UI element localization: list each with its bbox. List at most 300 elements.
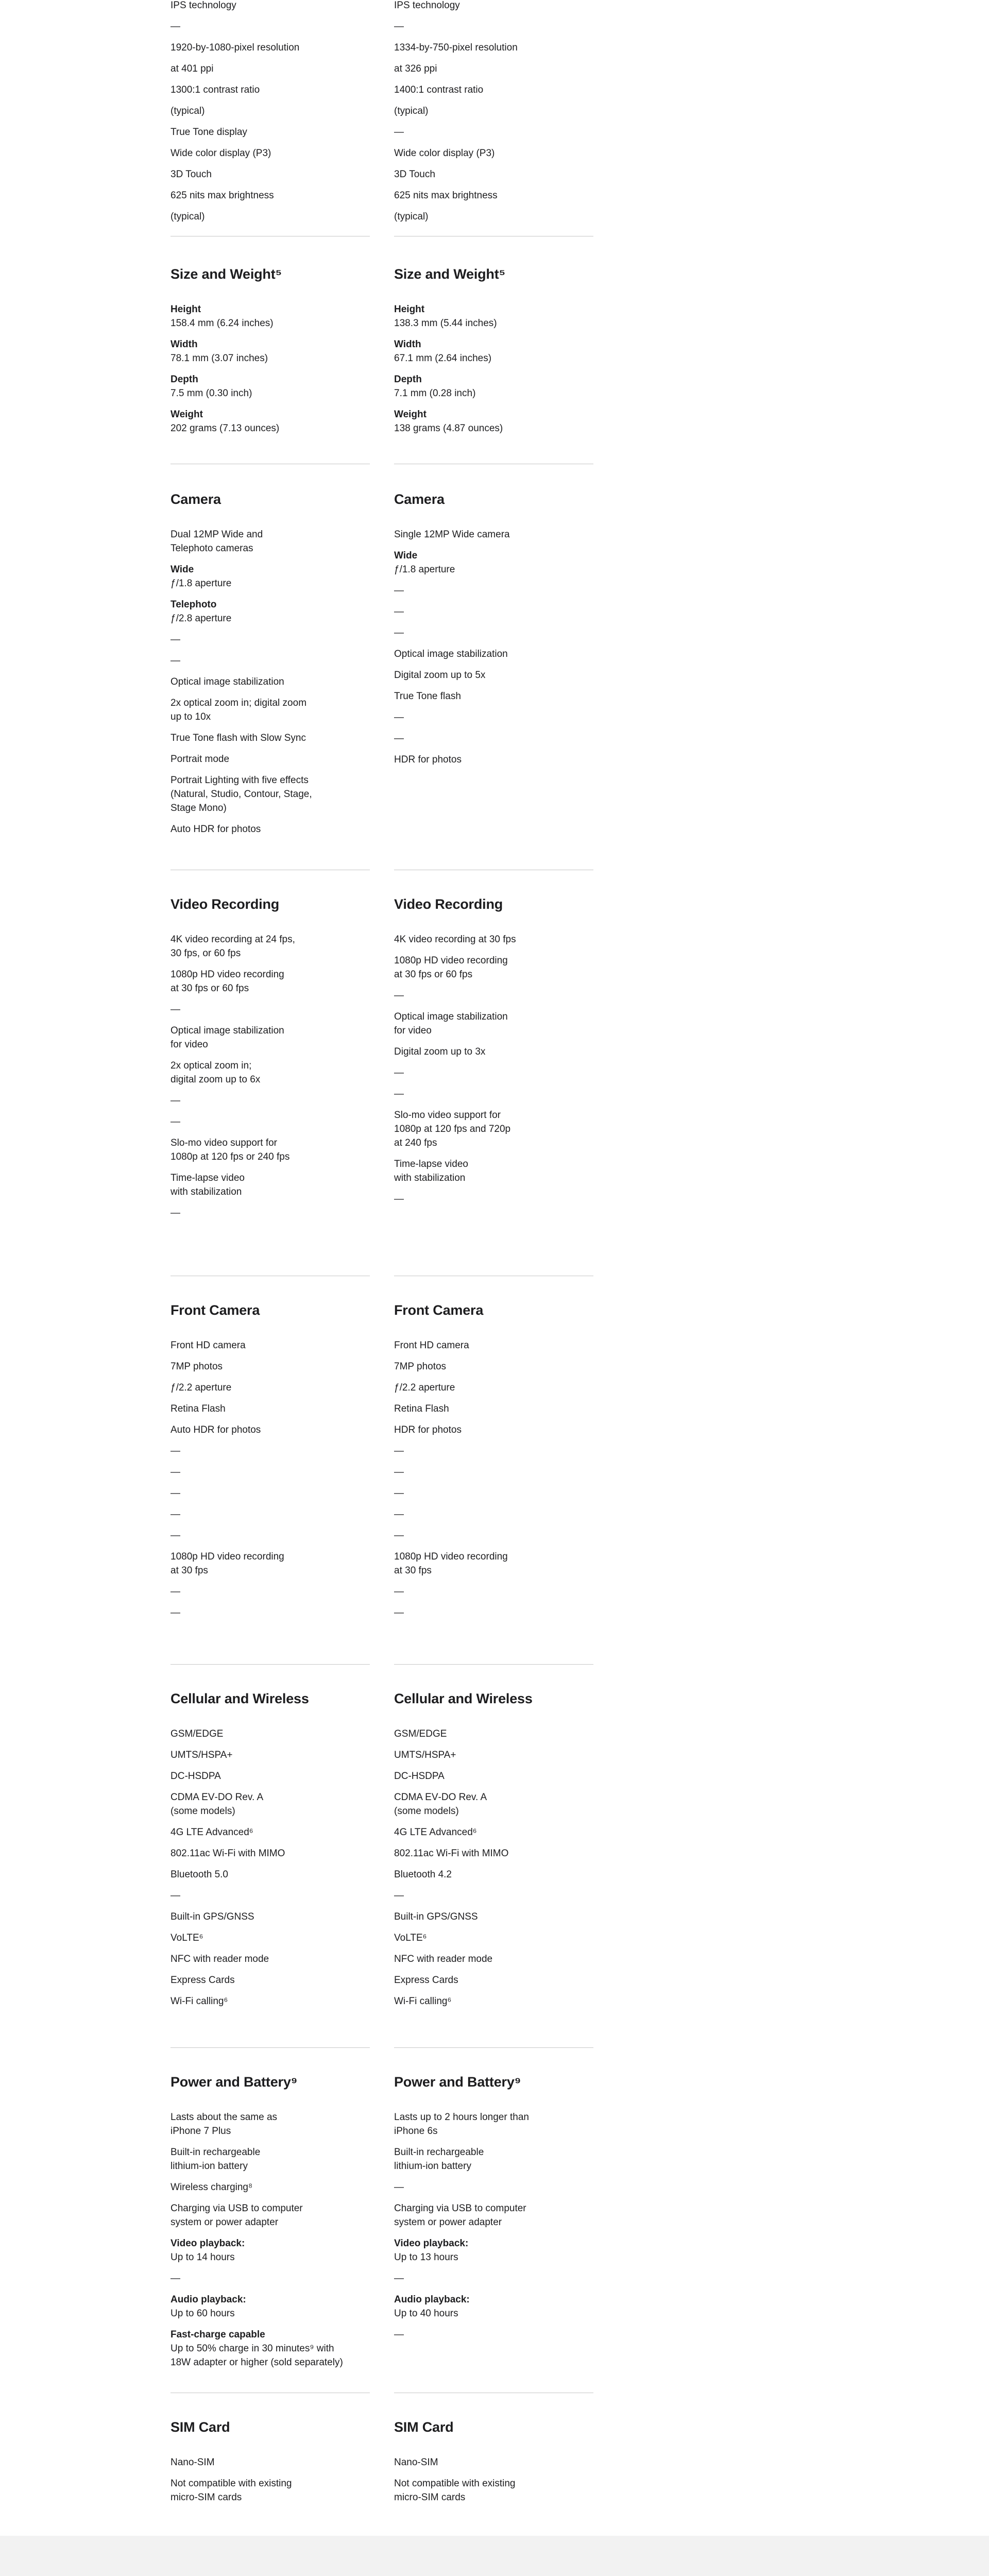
spec-item: [394, 1550, 595, 1578]
spec-item: [170, 2477, 371, 2504]
spec-value: Auto HDR for photos: [170, 1425, 261, 1435]
spec-value: Nano‑SIM: [170, 2457, 215, 2468]
spec-item: [394, 1444, 595, 1458]
spec-value: Time‑lapse video with stabilization: [394, 1159, 468, 1183]
spec-item: [170, 1748, 371, 1762]
spec-dash: —: [394, 1488, 404, 1499]
spec-dash: —: [170, 1467, 180, 1478]
spec-dash: —: [394, 127, 404, 138]
spec-dash: —: [394, 585, 404, 596]
spec-dash: —: [394, 2329, 404, 2340]
spec-item: [394, 408, 595, 435]
spec-value: at 326 ppi: [394, 63, 437, 74]
spec-value: True Tone flash: [394, 691, 461, 702]
spec-value: Not compatible with existing micro‑SIM cards: [170, 2478, 292, 2503]
right-column: [394, 2073, 595, 2349]
spec-dash: —: [170, 1095, 180, 1106]
spec-item: [394, 1973, 595, 1987]
spec-value: ƒ/1.8 aperture: [170, 578, 232, 589]
spec-item: [394, 62, 595, 76]
spec-value: 1920-by-1080-pixel resolution: [170, 42, 300, 53]
spec-item: [170, 773, 371, 815]
spec-value: Built‑in GPS/GNSS: [170, 1911, 254, 1922]
spec-item: [170, 62, 371, 76]
spec-value: Lasts about the same as iPhone 7 Plus: [170, 2112, 278, 2137]
spec-item: [394, 1846, 595, 1860]
section-divider: [170, 1664, 370, 1665]
spec-dash: —: [394, 990, 404, 1001]
spec-value: Wide color display (P3): [394, 148, 495, 159]
spec-item: [394, 104, 595, 118]
spec-item: [394, 668, 595, 682]
section-title: Camera: [394, 492, 445, 507]
spec-item: [170, 1115, 371, 1129]
spec-value: Up to 60 hours: [170, 2308, 235, 2319]
spec-value: ƒ/2.8 aperture: [170, 613, 232, 624]
section-title: Power and Battery⁹: [394, 2074, 521, 2090]
spec-item: [170, 1136, 371, 1164]
spec-item: [394, 1087, 595, 1101]
section-title: SIM Card: [170, 2419, 230, 2435]
spec-item: [170, 1024, 371, 1052]
spec-value: (typical): [394, 211, 429, 222]
spec-value: NFC with reader mode: [394, 1954, 493, 1964]
spec-item: [394, 933, 595, 946]
spec-value: 202 grams (7.13 ounces): [170, 423, 280, 434]
spec-item: [394, 732, 595, 745]
spec-item: [394, 1381, 595, 1395]
spec-item: [394, 1338, 595, 1352]
spec-item: [394, 1748, 595, 1762]
section-title: Size and Weight⁵: [394, 266, 506, 282]
spec-item: [170, 654, 371, 668]
spec-value: 2x optical zoom in; digital zoom up to 6x: [170, 1060, 261, 1085]
spec-value: UMTS/HSPA+: [394, 1750, 456, 1760]
spec-item: [394, 1192, 595, 1206]
spec-item: [394, 1769, 595, 1783]
spec-item: [170, 189, 371, 202]
section-title: Front Camera: [394, 1302, 484, 1318]
spec-item: [394, 2477, 595, 2504]
spec-value: 7MP photos: [394, 1361, 447, 1372]
section-title: Power and Battery⁹: [170, 2074, 298, 2090]
spec-item: [170, 1003, 371, 1016]
spec-dash: —: [394, 628, 404, 638]
spec-value: Nano‑SIM: [394, 2457, 438, 2468]
spec-label: Width: [394, 339, 421, 350]
spec-item: [170, 1846, 371, 1860]
spec-value: 625 nits max brightness: [170, 190, 274, 201]
spec-item: [394, 710, 595, 724]
left-column: [170, 1690, 371, 2015]
spec-value: Digital zoom up to 3x: [394, 1046, 486, 1057]
spec-label: Audio playback:: [170, 2294, 246, 2305]
spec-item: [170, 696, 371, 724]
spec-dash: —: [170, 1488, 180, 1499]
spec-value: 4K video recording at 24 fps, 30 fps, or 60 fps: [170, 934, 295, 959]
spec-dash: —: [394, 1530, 404, 1541]
spec-value: Up to 14 hours: [170, 2252, 235, 2263]
spec-item: [394, 1994, 595, 2008]
spec-value: Portrait mode: [170, 754, 230, 765]
spec-value: DC‑HSDPA: [394, 1771, 445, 1782]
spec-item: [170, 302, 371, 330]
right-column: [394, 2418, 595, 2512]
spec-value: Charging via USB to computer system or power adapter: [394, 2203, 526, 2228]
spec-item: [170, 167, 371, 181]
spec-value: 7MP photos: [170, 1361, 223, 1372]
spec-item: [170, 528, 371, 555]
spec-label: Wide: [170, 564, 194, 575]
spec-item: [170, 0, 371, 12]
spec-label: Video playback:: [170, 2238, 245, 2249]
spec-item: [170, 1402, 371, 1416]
spec-item: [170, 1206, 371, 1220]
spec-value: HDR for photos: [394, 1425, 462, 1435]
spec-value: VoLTE⁶: [394, 1933, 427, 1943]
spec-item: [170, 1868, 371, 1882]
spec-label: Audio playback:: [394, 2294, 470, 2305]
spec-value: 138.3 mm (5.44 inches): [394, 318, 497, 329]
spec-dash: —: [394, 606, 404, 617]
spec-item: [394, 1727, 595, 1741]
spec-dash: —: [394, 712, 404, 723]
spec-item: [394, 2180, 595, 2194]
spec-item: [170, 1825, 371, 1839]
spec-value: Slo‑mo video support for 1080p at 120 fps and 720p at 240 fps: [394, 1110, 511, 1148]
spec-value: IPS technology: [394, 0, 460, 11]
spec-value: GSM/EDGE: [170, 1728, 224, 1739]
spec-value: Single 12MP Wide camera: [394, 529, 510, 540]
left-column: [170, 2073, 371, 2377]
spec-item: [170, 20, 371, 33]
spec-label: Weight: [394, 409, 427, 420]
spec-value: 4K video recording at 30 fps: [394, 934, 516, 945]
spec-item: [170, 2180, 371, 2194]
spec-value: Wi‑Fi calling⁶: [394, 1996, 452, 2007]
right-column: [394, 0, 595, 231]
spec-value: Not compatible with existing micro‑SIM cards: [394, 2478, 516, 2503]
spec-value: Lasts up to 2 hours longer than iPhone 6s: [394, 2112, 529, 2137]
section-title: Video Recording: [170, 896, 280, 912]
spec-item: [170, 1171, 371, 1199]
spec-value: ƒ/2.2 aperture: [394, 1382, 455, 1393]
spec-item: [170, 2455, 371, 2469]
spec-item: [394, 626, 595, 640]
spec-item: [170, 1529, 371, 1543]
spec-dash: —: [394, 1586, 404, 1597]
spec-value: 3D Touch: [394, 169, 435, 180]
spec-value: Up to 40 hours: [394, 2308, 458, 2319]
spec-dash: —: [170, 1446, 180, 1456]
spec-label: Depth: [170, 374, 198, 385]
right-column: [394, 490, 595, 774]
spec-item: [170, 2328, 371, 2369]
right-column: [394, 1301, 595, 1627]
right-column: [394, 1690, 595, 2015]
spec-item: [170, 408, 371, 435]
spec-value: Bluetooth 4.2: [394, 1869, 452, 1880]
spec-item: [394, 1790, 595, 1818]
section-divider: [394, 1664, 593, 1665]
spec-item: [394, 1868, 595, 1882]
spec-item: [170, 372, 371, 400]
spec-dash: —: [170, 1208, 180, 1218]
section-title: Video Recording: [394, 896, 503, 912]
spec-value: (typical): [170, 106, 205, 116]
spec-item: [394, 1889, 595, 1903]
spec-item: [394, 584, 595, 598]
spec-item: [170, 633, 371, 647]
spec-item: [170, 125, 371, 139]
spec-value: 1334-by-750-pixel resolution: [394, 42, 518, 53]
spec-item: [394, 167, 595, 181]
spec-dash: —: [170, 1116, 180, 1127]
spec-value: Retina Flash: [170, 1403, 226, 1414]
section-title: Size and Weight⁵: [170, 266, 282, 282]
spec-dash: —: [170, 1509, 180, 1520]
spec-item: [170, 1606, 371, 1620]
left-column: [170, 2418, 371, 2512]
spec-item: [394, 1045, 595, 1059]
spec-item: [394, 689, 595, 703]
spec-value: Wide color display (P3): [170, 148, 271, 159]
spec-value: Optical image stabilization: [170, 676, 284, 687]
spec-item: [170, 1585, 371, 1599]
spec-value: CDMA EV‑DO Rev. A (some models): [170, 1792, 264, 1817]
spec-dash: —: [394, 1467, 404, 1478]
spec-item: [394, 337, 595, 365]
spec-item: [170, 104, 371, 118]
spec-item: [394, 2201, 595, 2229]
spec-item: [394, 1952, 595, 1966]
spec-value: True Tone display: [170, 127, 247, 138]
spec-item: [394, 528, 595, 541]
spec-item: [170, 1910, 371, 1924]
left-column: [170, 0, 371, 231]
spec-item: [394, 1585, 595, 1599]
spec-item: [394, 2293, 595, 2320]
section-title: Front Camera: [170, 1302, 260, 1318]
spec-dash: —: [394, 1607, 404, 1618]
spec-item: [394, 372, 595, 400]
spec-item: [170, 1059, 371, 1087]
spec-item: [170, 1338, 371, 1352]
spec-item: [170, 675, 371, 689]
spec-value: Optical image stabilization for video: [170, 1025, 284, 1050]
spec-value: 158.4 mm (6.24 inches): [170, 318, 274, 329]
spec-value: 802.11ac Wi‑Fi with MIMO: [170, 1848, 285, 1859]
spec-value: Wireless charging⁸: [170, 2182, 253, 2193]
spec-item: [394, 0, 595, 12]
spec-item: [394, 549, 595, 577]
spec-item: [394, 1825, 595, 1839]
spec-item: [170, 1423, 371, 1437]
spec-item: [170, 731, 371, 745]
spec-value: 1080p HD video recording at 30 fps: [170, 1551, 284, 1576]
spec-dash: —: [394, 733, 404, 744]
spec-item: [394, 2272, 595, 2285]
spec-value: Optical image stabilization: [394, 649, 508, 659]
spec-value: at 401 ppi: [170, 63, 214, 74]
spec-item: [170, 83, 371, 97]
spec-item: [394, 302, 595, 330]
spec-value: Portrait Lighting with five effects (Natural, Studio, Contour, Stage, Stage Mono): [170, 775, 312, 814]
spec-dash: —: [394, 1067, 404, 1078]
spec-item: [170, 1889, 371, 1903]
spec-item: [170, 968, 371, 995]
spec-value: 625 nits max brightness: [394, 190, 498, 201]
spec-value: Built‑in rechargeable lithium‑ion battery: [170, 2147, 261, 2172]
spec-dash: —: [394, 1890, 404, 1901]
spec-value: 4G LTE Advanced⁶: [170, 1827, 253, 1838]
spec-item: [394, 1529, 595, 1543]
spec-item: [394, 210, 595, 224]
spec-value: 1080p HD video recording at 30 fps or 60 fps: [394, 955, 508, 980]
spec-dash: —: [394, 1446, 404, 1456]
spec-value: CDMA EV‑DO Rev. A (some models): [394, 1792, 487, 1817]
spec-dash: —: [394, 2182, 404, 2193]
section-title: Camera: [170, 492, 221, 507]
spec-value: Slo‑mo video support for 1080p at 120 fps or 240 fps: [170, 1138, 290, 1162]
spec-value: 67.1 mm (2.64 inches): [394, 353, 492, 364]
spec-item: [394, 1108, 595, 1150]
spec-value: 78.1 mm (3.07 inches): [170, 353, 268, 364]
spec-item: [170, 1550, 371, 1578]
spec-item: [170, 2110, 371, 2138]
spec-item: [170, 1507, 371, 1521]
spec-item: [394, 753, 595, 767]
spec-item: [170, 752, 371, 766]
spec-item: [170, 1465, 371, 1479]
spec-value: 2x optical zoom in; digital zoom up to 10x: [170, 698, 307, 722]
spec-value: 1300:1 contrast ratio: [170, 84, 260, 95]
spec-label: Height: [170, 304, 201, 315]
spec-dash: —: [170, 1586, 180, 1597]
spec-label: Wide: [394, 550, 418, 561]
spec-item: [170, 337, 371, 365]
spec-value: Dual 12MP Wide and Telephoto cameras: [170, 529, 263, 554]
spec-value: 1400:1 contrast ratio: [394, 84, 484, 95]
spec-item: [394, 1606, 595, 1620]
spec-item: [394, 83, 595, 97]
spec-label: Depth: [394, 374, 422, 385]
spec-value: 802.11ac Wi‑Fi with MIMO: [394, 1848, 509, 1859]
spec-item: [170, 1952, 371, 1966]
spec-item: [170, 1790, 371, 1818]
spec-item: [394, 125, 595, 139]
spec-label: Height: [394, 304, 425, 315]
spec-item: [394, 605, 595, 619]
spec-value: Optical image stabilization for video: [394, 1011, 508, 1036]
spec-item: [170, 41, 371, 55]
spec-item: [170, 2236, 371, 2264]
right-column: [394, 265, 595, 443]
spec-label: Telephoto: [170, 599, 217, 610]
spec-item: [394, 2455, 595, 2469]
spec-item: [394, 989, 595, 1003]
spec-value: 4G LTE Advanced⁶: [394, 1827, 477, 1838]
spec-item: [394, 1423, 595, 1437]
left-column: [170, 490, 371, 843]
spec-dash: —: [394, 1509, 404, 1520]
spec-value: HDR for photos: [394, 754, 462, 765]
spec-item: [170, 1444, 371, 1458]
spec-value: Auto HDR for photos: [170, 824, 261, 835]
spec-item: [170, 2201, 371, 2229]
spec-item: [170, 1931, 371, 1945]
spec-value: UMTS/HSPA+: [170, 1750, 233, 1760]
spec-item: [394, 2236, 595, 2264]
spec-value: 138 grams (4.87 ounces): [394, 423, 503, 434]
spec-dash: —: [394, 1194, 404, 1205]
spec-label: Weight: [170, 409, 203, 420]
spec-value: DC‑HSDPA: [170, 1771, 221, 1782]
spec-value: Wi‑Fi calling⁶: [170, 1996, 228, 2007]
spec-item: [394, 41, 595, 55]
spec-item: [170, 1381, 371, 1395]
spec-dash: —: [394, 2273, 404, 2284]
spec-value: Bluetooth 5.0: [170, 1869, 228, 1880]
section-title: Cellular and Wireless: [394, 1691, 533, 1706]
spec-item: [170, 563, 371, 590]
spec-dash: —: [170, 634, 180, 645]
spec-item: [394, 1402, 595, 1416]
spec-value: Built‑in rechargeable lithium‑ion battery: [394, 2147, 484, 2172]
spec-value: Front HD camera: [170, 1340, 246, 1351]
spec-item: [394, 189, 595, 202]
spec-item: [394, 1066, 595, 1080]
spec-item: [170, 933, 371, 960]
spec-value: Time‑lapse video with stabilization: [170, 1173, 245, 1197]
spec-value: ƒ/2.2 aperture: [170, 1382, 232, 1393]
spec-item: [394, 2110, 595, 2138]
spec-item: [394, 146, 595, 160]
spec-item: [170, 2272, 371, 2285]
left-column: [170, 1301, 371, 1627]
section-divider: [170, 2047, 370, 2048]
spec-value: Retina Flash: [394, 1403, 449, 1414]
spec-value: Front HD camera: [394, 1340, 469, 1351]
spec-item: [394, 1157, 595, 1185]
spec-value: NFC with reader mode: [170, 1954, 269, 1964]
spec-value: Charging via USB to computer system or power adapter: [170, 2203, 303, 2228]
spec-item: [170, 1994, 371, 2008]
spec-dash: —: [394, 21, 404, 32]
spec-item: [394, 954, 595, 981]
left-column: [170, 265, 371, 443]
spec-item: [394, 2328, 595, 2342]
spec-value: Express Cards: [170, 1975, 235, 1986]
spec-item: [170, 1727, 371, 1741]
spec-item: [394, 1360, 595, 1374]
section-title: Cellular and Wireless: [170, 1691, 309, 1706]
spec-dash: —: [170, 1004, 180, 1015]
spec-item: [394, 1931, 595, 1945]
spec-item: [170, 822, 371, 836]
spec-dash: —: [170, 21, 180, 32]
spec-value: 1080p HD video recording at 30 fps or 60 fps: [170, 969, 284, 994]
spec-value: 1080p HD video recording at 30 fps: [394, 1551, 508, 1576]
spec-dash: —: [170, 1530, 180, 1541]
spec-label: Fast‑charge capable: [170, 2329, 265, 2340]
spec-value: IPS technology: [170, 0, 236, 11]
spec-value: True Tone flash with Slow Sync: [170, 733, 306, 743]
left-column: [170, 895, 371, 1227]
spec-value: VoLTE⁶: [170, 1933, 203, 1943]
spec-item: [170, 1769, 371, 1783]
spec-value: (typical): [170, 211, 205, 222]
